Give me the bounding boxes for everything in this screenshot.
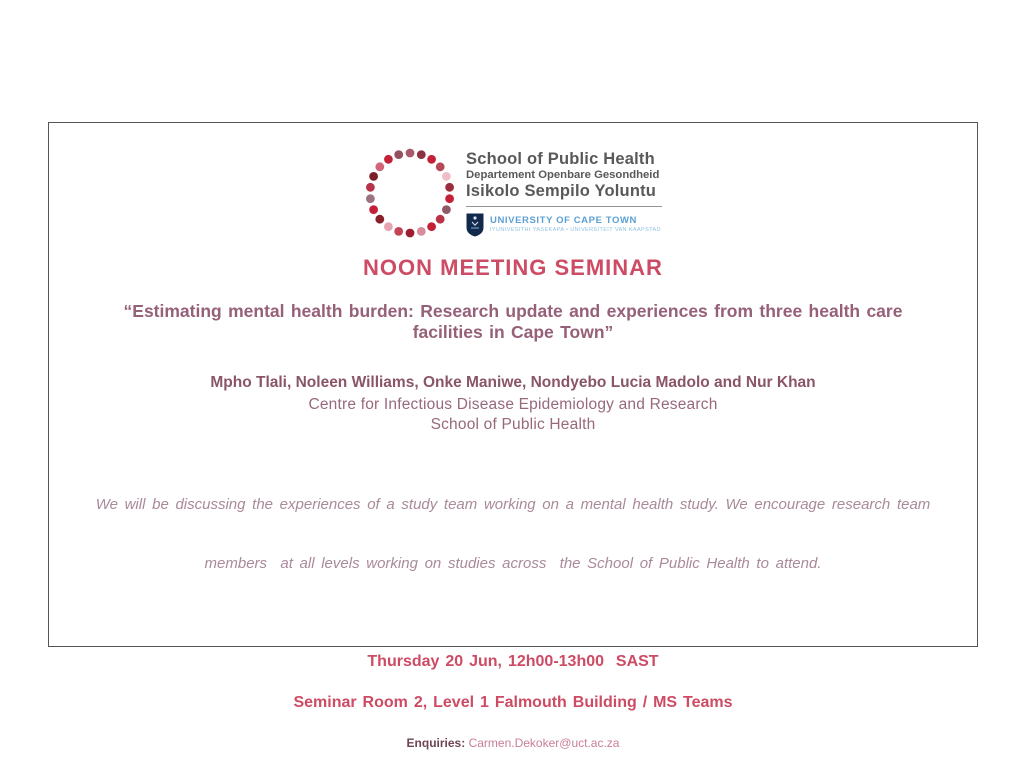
uct-name: UNIVERSITY OF CAPE TOWN xyxy=(490,215,637,226)
seminar-location: Seminar Room 2, Level 1 Falmouth Building / MS Teams xyxy=(293,694,733,711)
affiliation-centre: Centre for Infectious Disease Epidemiology and Research xyxy=(308,396,718,413)
enquiries-label: Enquiries: xyxy=(406,736,466,750)
logo-line-xhosa: Isikolo Sempilo Yoluntu xyxy=(466,182,657,200)
dotted-circle-logo-icon xyxy=(364,147,456,239)
flyer-border-box xyxy=(48,122,978,750)
logo-line-afrikaans: Departement Openbare Gesondheid xyxy=(466,169,660,181)
uct-shield-icon xyxy=(466,213,484,237)
seminar-heading: NOON MEETING SEMINAR xyxy=(363,255,663,280)
uct-text-block xyxy=(490,213,661,234)
seminar-title xyxy=(49,301,977,343)
logo-text-block xyxy=(466,150,662,237)
seminar-title-line1: “Estimating mental health burden: Research update and experiences from three health care xyxy=(123,301,903,321)
seminar-datetime: Thursday 20 Jun, 12h00-13h00 SAST xyxy=(367,653,659,670)
description-line1: We will be discussing the experiences of a study team working on a mental health study. We encourage research team xyxy=(95,496,931,513)
enquiries-line xyxy=(49,736,977,750)
sph-logo xyxy=(49,144,977,241)
affiliation-school: School of Public Health xyxy=(430,416,596,433)
uct-logo xyxy=(466,213,662,237)
seminar-title-line2: facilities in Cape Town” xyxy=(412,322,614,342)
logo-divider xyxy=(466,206,662,207)
enquiries-email-link[interactable]: Carmen.Dekoker@uct.ac.za xyxy=(468,736,620,750)
uct-subtitle: IYUNIVESITHI YASEKAPA • UNIVERSITEIT VAN KAAPSTAD xyxy=(490,227,661,233)
logo-line-english: School of Public Health xyxy=(466,150,655,168)
description-line2: members at all levels working on studies across the School of Public Health to attend. xyxy=(204,554,822,572)
seminar-description xyxy=(49,456,977,612)
presenters-line: Mpho Tlali, Noleen Williams, Onke Maniwe, Nondyebo Lucia Madolo and Nur Khan xyxy=(210,374,816,391)
